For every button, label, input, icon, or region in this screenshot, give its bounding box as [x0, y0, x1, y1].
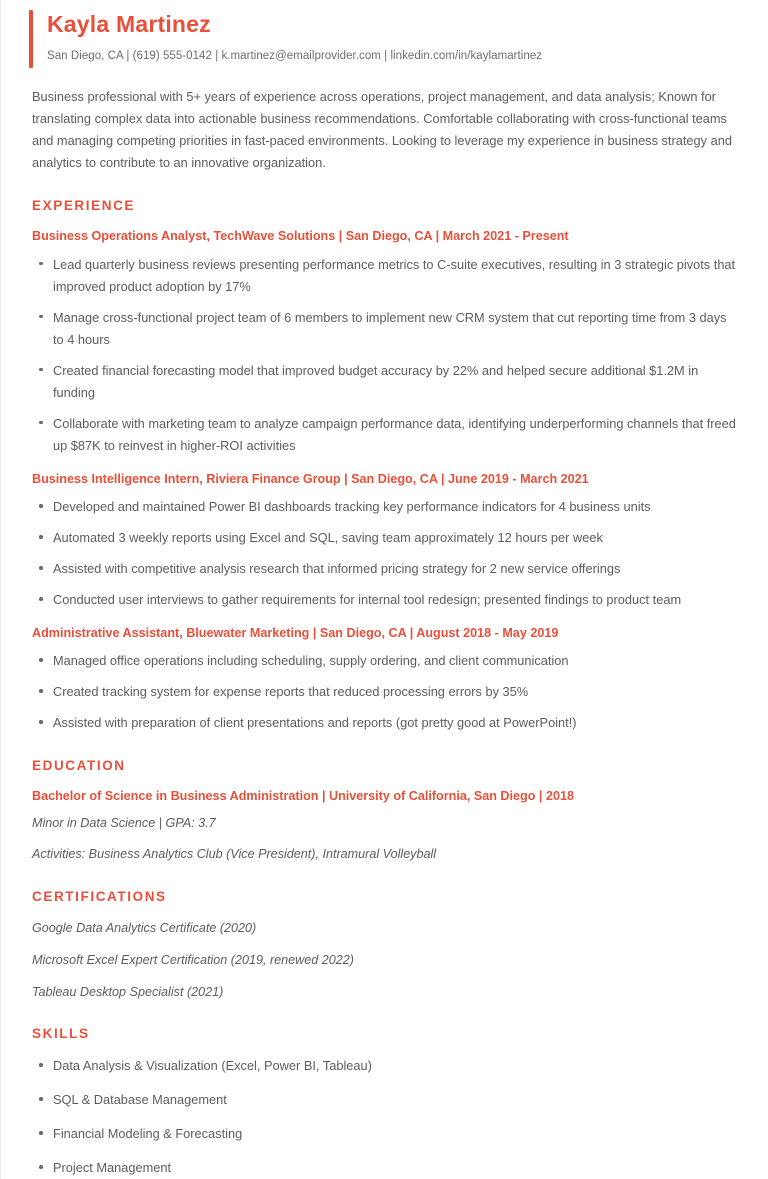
list-item: Automated 3 weekly reports using Excel and SQL, saving team approximately 12 hours per week — [32, 527, 738, 549]
list-item: Created tracking system for expense reports that reduced processing errors by 35% — [32, 681, 738, 703]
list-item: SQL & Database Management — [32, 1089, 738, 1111]
accent-bar-icon — [29, 10, 33, 68]
list-item: Created financial forecasting model that improved budget accuracy by 22% and helped secure additional $1.2M in funding — [32, 360, 738, 404]
education-minor-gpa: Minor in Data Science | GPA: 3.7 — [32, 816, 216, 831]
list-item: Conducted user interviews to gather requirements for internal tool redesign; presented findings to product team — [32, 589, 738, 611]
experience-entry-heading: Business Intelligence Intern, Riviera Finance Group | San Diego, CA | June 2019 - March 2021 — [32, 471, 589, 486]
skills-list — [32, 1055, 738, 1179]
contact-line: San Diego, CA | (619) 555-0142 | k.martinez@emailprovider.com | linkedin.com/in/kaylamartinez — [47, 49, 543, 62]
experience-entry — [32, 227, 738, 456]
list-item: Data Analysis & Visualization (Excel, Power BI, Tableau) — [32, 1055, 738, 1077]
resume-header — [29, 0, 738, 68]
certification-item: Google Data Analytics Certificate (2020) — [32, 920, 257, 935]
section-title-experience: EXPERIENCE — [32, 198, 136, 214]
certification-item: Tableau Desktop Specialist (2021) — [32, 985, 224, 1000]
certification-item: Microsoft Excel Expert Certification (2019, renewed 2022) — [32, 953, 354, 968]
professional-summary: Business professional with 5+ years of experience across operations, project management, and data analysis; Known for translating complex data into actionable business recommendations. Comfortable collaborating with cross-functional teams and managing competing priorities in fast-paced environments. Looking to leverage my experience in business strategy and analytics to contribute to an innovative organization. — [32, 89, 732, 171]
list-item: Lead quarterly business reviews presenting performance metrics to C-suite executives, resulting in 3 strategic pivots that improved product adoption by 17% — [32, 254, 738, 298]
list-item: Assisted with competitive analysis research that informed pricing strategy for 2 new service offerings — [32, 558, 738, 580]
list-item: Developed and maintained Power BI dashboards tracking key performance indicators for 4 business units — [32, 496, 738, 518]
list-item: Financial Modeling & Forecasting — [32, 1123, 738, 1145]
experience-entry — [32, 470, 738, 611]
list-item: Project Management — [32, 1157, 738, 1179]
experience-bullet-list — [32, 254, 738, 457]
experience-entry-heading: Administrative Assistant, Bluewater Marketing | San Diego, CA | August 2018 - May 2019 — [32, 625, 559, 640]
section-title-education: EDUCATION — [32, 758, 126, 774]
education-activities: Activities: Business Analytics Club (Vice President), Intramural Volleyball — [32, 847, 437, 862]
education-degree: Bachelor of Science in Business Administration | University of California, San Diego | 2018 — [32, 789, 574, 804]
candidate-name: Kayla Martinez — [47, 11, 211, 37]
section-certifications — [29, 889, 738, 1002]
list-item: Assisted with preparation of client presentations and reports (got pretty good at PowerPoint!) — [32, 712, 738, 734]
section-experience — [29, 198, 738, 734]
experience-bullet-list — [32, 650, 738, 734]
section-education — [29, 758, 738, 865]
list-item: Collaborate with marketing team to analyze campaign performance data, identifying underperforming channels that freed up $87K to reinvest in higher-ROI activities — [32, 413, 738, 457]
section-title-certifications: CERTIFICATIONS — [32, 888, 167, 904]
experience-entry-heading: Business Operations Analyst, TechWave Solutions | San Diego, CA | March 2021 - Present — [32, 229, 569, 244]
section-title-skills: SKILLS — [32, 1026, 90, 1042]
list-item: Manage cross-functional project team of 6 members to implement new CRM system that cut reporting time from 3 days to 4 hours — [32, 307, 738, 351]
experience-entry — [32, 624, 738, 734]
experience-bullet-list — [32, 496, 738, 611]
section-skills — [29, 1026, 738, 1179]
list-item: Managed office operations including scheduling, supply ordering, and client communication — [32, 650, 738, 672]
